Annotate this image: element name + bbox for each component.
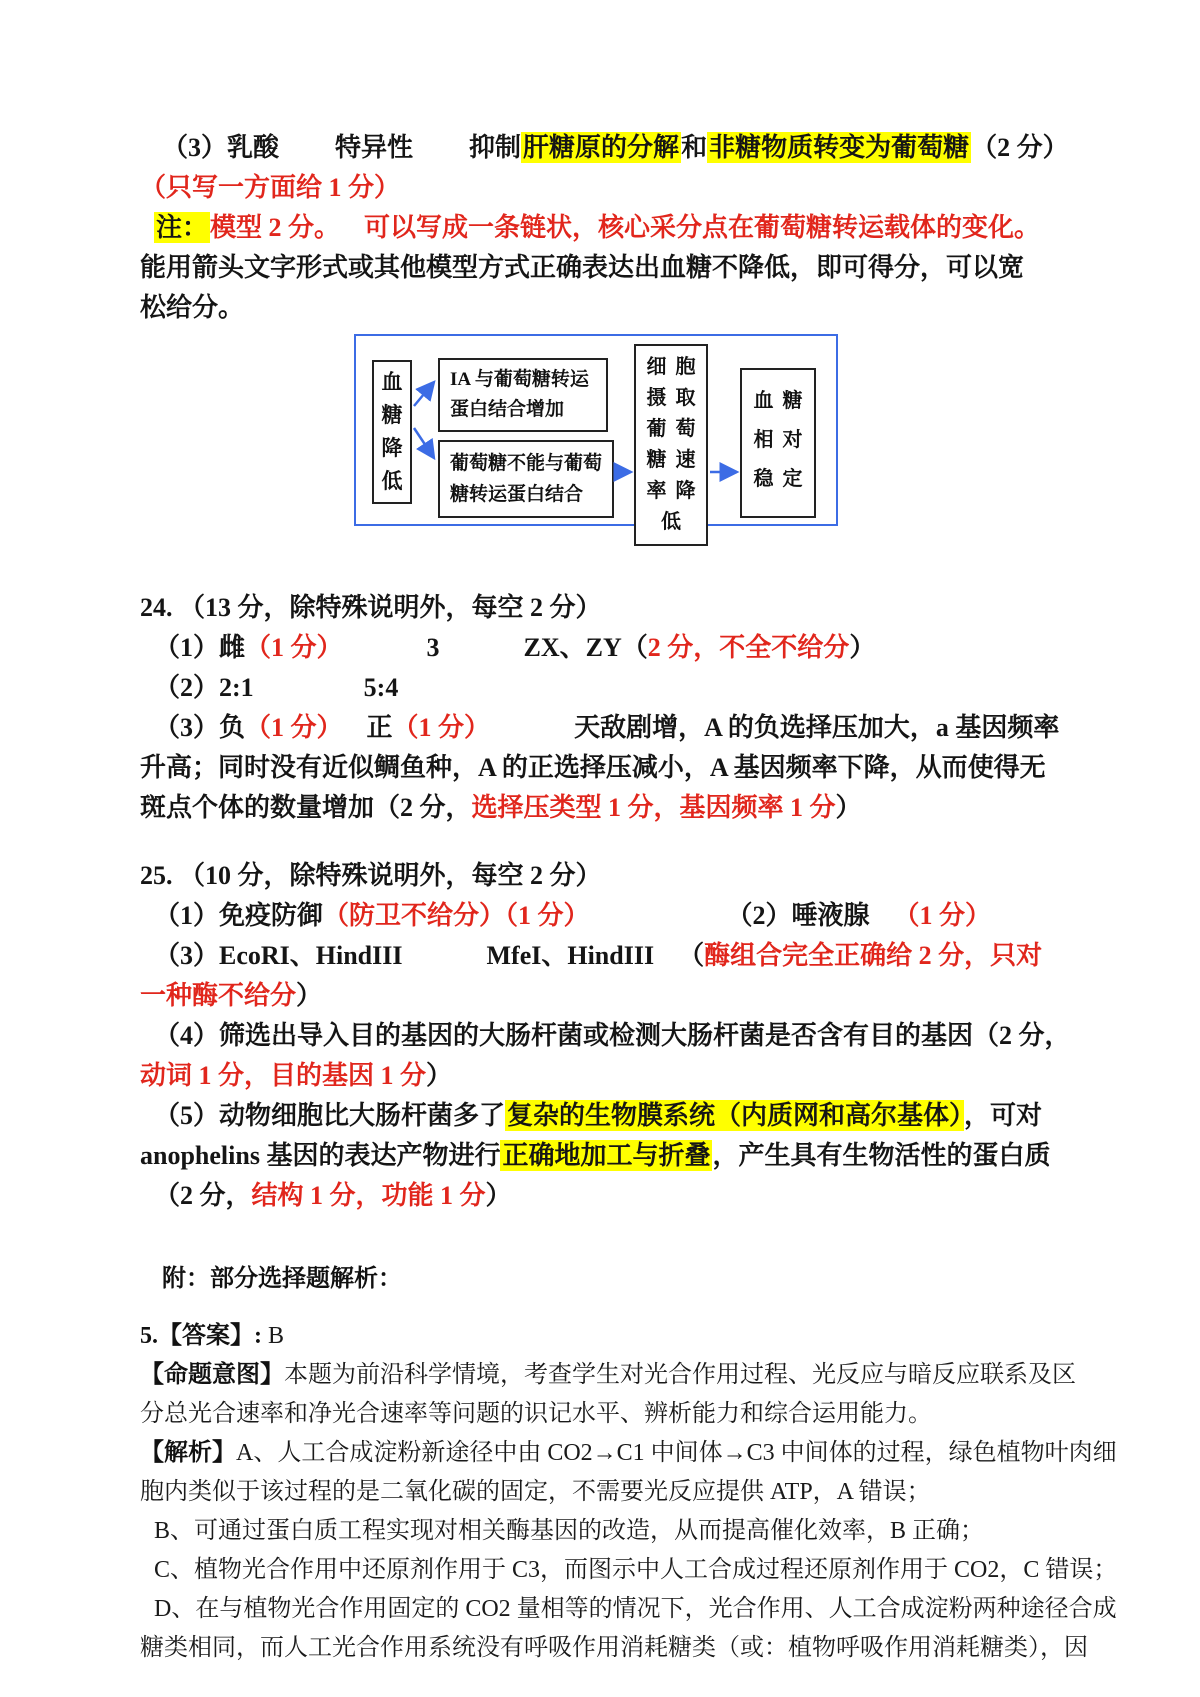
analysis-text: 胞内类似于该过程的是二氧化碳的固定，不需要光反应提供 ATP，A 错误； bbox=[140, 1479, 931, 1505]
diagram-box-text: 糖转运蛋白结合 bbox=[450, 484, 584, 505]
answer-text: 松给分。 bbox=[140, 293, 245, 322]
analysis-option-b-line bbox=[140, 1512, 1064, 1551]
diagram-box-uptake-rate-drop: 细胞摄取葡萄糖速率降低 bbox=[634, 344, 708, 546]
scoring-note-line bbox=[140, 168, 1064, 208]
answer-text: ） bbox=[835, 793, 862, 822]
answer-text: ） bbox=[849, 633, 876, 662]
answer-line-24-3 bbox=[140, 708, 1064, 748]
analysis-text: B、可通过蛋白质工程实现对相关酶基因的改造，从而提高催化效率，B 正确； bbox=[154, 1518, 985, 1544]
analysis-text: 本题为前沿科学情境，考查学生对光合作用过程、光反应与暗反应联系及区 bbox=[284, 1362, 1076, 1388]
analysis-explanation-cont bbox=[140, 1473, 1064, 1512]
answer-text: （ bbox=[621, 633, 648, 662]
heading-text: 附：部分选择题解析： bbox=[162, 1266, 402, 1292]
answer-text: 升高；同时没有近似鲷鱼种，A 的正选择压减小，A 基因频率下降，从而使得无 bbox=[140, 753, 1046, 782]
page-content bbox=[140, 128, 1118, 1668]
flow-arrow bbox=[414, 428, 434, 458]
scoring-note: （1 分） bbox=[893, 901, 992, 930]
scoring-note: （防卫不给分）（1 分） bbox=[323, 901, 590, 930]
paragraph-gap bbox=[140, 1299, 1064, 1317]
answer-text: 3 bbox=[426, 633, 440, 662]
answer-line-25-4-cont bbox=[140, 1056, 1064, 1096]
answer-text: 能用箭头文字形式或其他模型方式正确表达出血糖不降低，即可得分，可以宽 bbox=[140, 253, 1025, 282]
analysis-intent-line bbox=[140, 1356, 1076, 1395]
highlighted-text: 非糖物质转变为葡萄糖 bbox=[709, 133, 970, 162]
answer-text: ） bbox=[485, 1181, 512, 1210]
answer-text: 5:4 bbox=[363, 673, 399, 702]
answer-line-25-5 bbox=[140, 1096, 1064, 1136]
scoring-note: （只写一方面给 1 分） bbox=[140, 173, 401, 202]
answer-line-24-1 bbox=[140, 628, 1064, 668]
scoring-note: 模型 2 分。 bbox=[210, 213, 341, 242]
label-text: 【命题意图】 bbox=[140, 1362, 284, 1388]
answer-text: （2）唾液腺 bbox=[739, 901, 870, 930]
question-25-answer-block bbox=[140, 856, 1071, 1216]
answer-line-25-5-cont bbox=[140, 1136, 1064, 1176]
scoring-note: （1 分） bbox=[245, 713, 343, 742]
analysis-option-c-line bbox=[140, 1551, 1118, 1590]
analysis-explanation-line bbox=[140, 1434, 1117, 1473]
answer-line-24-2 bbox=[140, 668, 1064, 708]
scoring-note: 动词 1 分，目的基因 1 分 bbox=[140, 1061, 427, 1090]
analysis-appendix-block bbox=[140, 1260, 1118, 1668]
grader-note-line bbox=[140, 208, 1064, 248]
diagram-box-glucose-stable: 血糖相对稳定 bbox=[740, 368, 816, 518]
note-label: 注： bbox=[156, 213, 209, 242]
answer-text: （ bbox=[678, 941, 705, 970]
answer-text: 正 bbox=[366, 713, 393, 742]
answer-text: （5）动物细胞比大肠杆菌多了 bbox=[154, 1101, 506, 1130]
analysis-text: C、植物光合作用中还原剂作用于 C3，而图示中人工合成过程还原剂作用于 CO2，C 错误； bbox=[154, 1557, 1118, 1583]
question-title-text: 25. （10 分，除特殊说明外，每空 2 分） bbox=[140, 861, 602, 890]
scoring-note: 选择压类型 1 分，基因频率 1 分 bbox=[471, 793, 836, 822]
answer-text: 和 bbox=[681, 133, 708, 162]
answer-line-24-3-cont bbox=[140, 748, 1064, 788]
analysis-answer-line bbox=[140, 1317, 1064, 1356]
scoring-note: 结构 1 分，功能 1 分 bbox=[251, 1181, 486, 1210]
answer-line-25-5-cont bbox=[140, 1176, 1064, 1216]
question-25-title bbox=[140, 856, 1064, 896]
diagram-box-blood-glucose-drop: 血糖降低 bbox=[372, 360, 412, 504]
answer-text: ZX、ZY bbox=[523, 633, 622, 662]
answer-text: MfeI、HindIII bbox=[486, 941, 655, 970]
answer-text: 特异性 bbox=[335, 133, 414, 162]
scoring-note: 一种酶不给分 bbox=[140, 981, 297, 1010]
section-gap bbox=[140, 1216, 1064, 1260]
answer-line-25-3-cont bbox=[140, 976, 1064, 1016]
answer-label: 5.【答案】: bbox=[140, 1323, 262, 1349]
answer-line-25-1 bbox=[140, 896, 1064, 936]
answer-text: ） bbox=[426, 1061, 453, 1090]
scoring-note: （1 分） bbox=[392, 713, 491, 742]
diagram-box-text: 蛋白结合增加 bbox=[450, 399, 565, 420]
analysis-text: 分总光合速率和净光合速率等问题的识记水平、辨析能力和综合运用能力。 bbox=[140, 1401, 932, 1427]
scoring-note: （1 分） bbox=[245, 633, 343, 662]
analysis-text: 糖类相同，而人工光合作用系统没有呼吸作用消耗糖类（或：植物呼吸作用消耗糖类），因 bbox=[140, 1635, 1088, 1661]
answer-text: （1）雌 bbox=[154, 633, 246, 662]
answer-text: （3）负 bbox=[154, 713, 246, 742]
diagram-arrows bbox=[356, 336, 836, 548]
grader-note-line bbox=[140, 248, 1064, 288]
scoring-note: 2 分，不全不给分 bbox=[647, 633, 850, 662]
answer-text: （3）EcoRI、HindIII bbox=[154, 941, 403, 970]
answer-text: （4）筛选出导入目的基因的大肠杆菌或检测大肠杆菌是否含有目的基因（2 分， bbox=[154, 1021, 1071, 1050]
answer-text: 天敌剧增，A 的负选择压加大，a 基因频率 bbox=[574, 713, 1060, 742]
scoring-note: 可以写成一条链状，核心采分点在葡萄糖转运载体的变化。 bbox=[364, 213, 1041, 242]
section-gap bbox=[140, 828, 1064, 856]
answer-text: ，产生具有生物活性的蛋白质 bbox=[712, 1141, 1051, 1170]
answer-line-24-3-cont bbox=[140, 788, 1064, 828]
answer-text: （1）免疫防御 bbox=[154, 901, 324, 930]
diagram-box-text: IA 与葡萄糖转运 bbox=[450, 369, 589, 390]
highlighted-text: 复杂的生物膜系统（内质网和高尔基体） bbox=[507, 1101, 963, 1130]
analysis-text: D、在与植物光合作用固定的 CO2 量相等的情况下，光合作用、人工合成淀粉两种途径合成 bbox=[154, 1596, 1117, 1622]
scoring-note: 酶组合完全正确给 2 分，只对 bbox=[704, 941, 1043, 970]
question-23-answer-block bbox=[140, 128, 1069, 533]
answer-text: ） bbox=[296, 981, 323, 1010]
diagram-box-text: 葡萄糖不能与葡萄 bbox=[450, 453, 603, 474]
analysis-text: A、人工合成淀粉新途径中由 CO2→C1 中间体→C3 中间体的过程，绿色植物叶肉细 bbox=[236, 1440, 1117, 1466]
answer-text: ，可对 bbox=[964, 1101, 1043, 1130]
score-text: （2 分） bbox=[971, 133, 1069, 162]
answer-line-23-3 bbox=[140, 128, 1069, 168]
answer-text: 斑点个体的数量增加（2 分， bbox=[140, 793, 472, 822]
answer-text: （2）2:1 bbox=[154, 673, 254, 702]
answer-choice: B bbox=[268, 1323, 285, 1349]
grader-note-line bbox=[140, 288, 1064, 328]
answer-line-25-4 bbox=[140, 1016, 1071, 1056]
answer-text: anophelins 基因的表达产物进行 bbox=[140, 1141, 501, 1170]
answer-text: 抑制 bbox=[469, 133, 522, 162]
highlighted-text: 正确地加工与折叠 bbox=[502, 1141, 711, 1170]
analysis-intent-cont bbox=[140, 1395, 1064, 1434]
question-24-answer-block bbox=[140, 588, 1064, 828]
answer-text: （2 分， bbox=[154, 1181, 252, 1210]
highlighted-text: 肝糖原的分解 bbox=[523, 133, 680, 162]
question-24-title bbox=[140, 588, 1064, 628]
flow-arrow bbox=[414, 382, 434, 406]
blood-glucose-model-diagram bbox=[354, 334, 838, 533]
answer-text: （3）乳酸 bbox=[162, 133, 280, 162]
answer-line-25-3 bbox=[140, 936, 1064, 976]
analysis-option-d-cont bbox=[140, 1629, 1088, 1668]
question-title-text: 24. （13 分，除特殊说明外，每空 2 分） bbox=[140, 593, 602, 622]
appendix-heading bbox=[140, 1260, 1064, 1299]
analysis-option-d-line bbox=[140, 1590, 1117, 1629]
label-text: 【解析】 bbox=[140, 1440, 236, 1466]
